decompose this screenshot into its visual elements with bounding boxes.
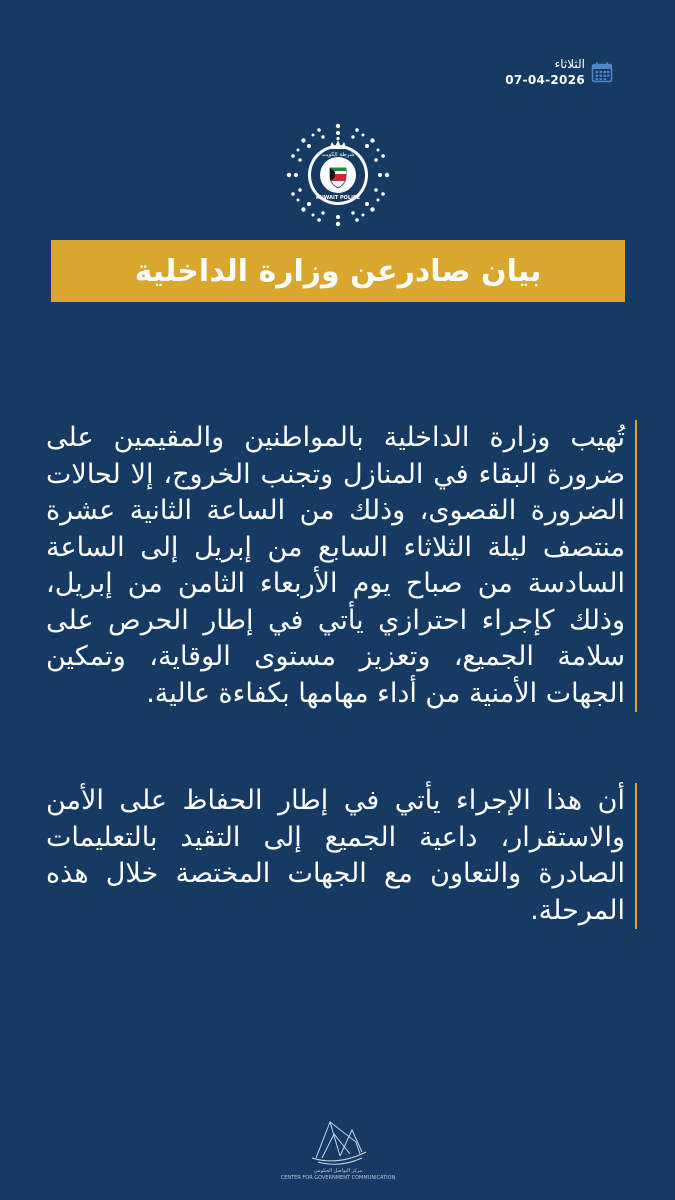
footer-caption-ar: مركز التواصل الحكومي <box>313 1168 363 1174</box>
kuwait-police-emblem <box>285 122 391 228</box>
day-name: الثلاثاء <box>554 57 585 71</box>
date-value: 07-04-2026 <box>505 73 585 87</box>
emblem-text-bottom: KUWAIT POLICE <box>315 195 361 201</box>
calendar-icon <box>591 61 613 83</box>
page-title: بيان صادرعن وزارة الداخلية <box>134 253 542 289</box>
statement-paragraph-2: أن هذا الإجراء يأتي في إطار الحفاظ على الأمن والاستقرار، داعية الجميع إلى التقيد بالتعليمات الصادرة والتعاون مع الجهات المختصة خلال هذه المرحلة. <box>46 783 637 929</box>
date-text <box>505 56 585 88</box>
emblem-text-top: شرطة الكويت <box>321 152 355 158</box>
date-block <box>505 56 613 88</box>
statement-paragraph-1: تُهيب وزارة الداخلية بالمواطنين والمقيمين على ضرورة البقاء في المنازل وتجنب الخروج، إلا لحالات الضرورة القصوى، وذلك من الساعة الثانية عشرة منتصف ليلة الثلاثاء السابع من إبريل إلى الساعة السادسة من صباح يوم الأربعاء الثامن من إبريل، وذلك كإجراء احترازي يأتي في إطار الحرص على سلامة الجميع، وتعزيز مستوى الوقاية، وتمكين الجهات الأمنية من أداء مهامها بكفاءة عالية. <box>46 420 637 712</box>
title-banner <box>51 240 625 302</box>
crown-icon <box>329 137 347 149</box>
government-communication-logo <box>280 1108 396 1182</box>
footer-caption-en: CENTER FOR GOVERNMENT COMMUNICATION <box>280 1175 396 1181</box>
